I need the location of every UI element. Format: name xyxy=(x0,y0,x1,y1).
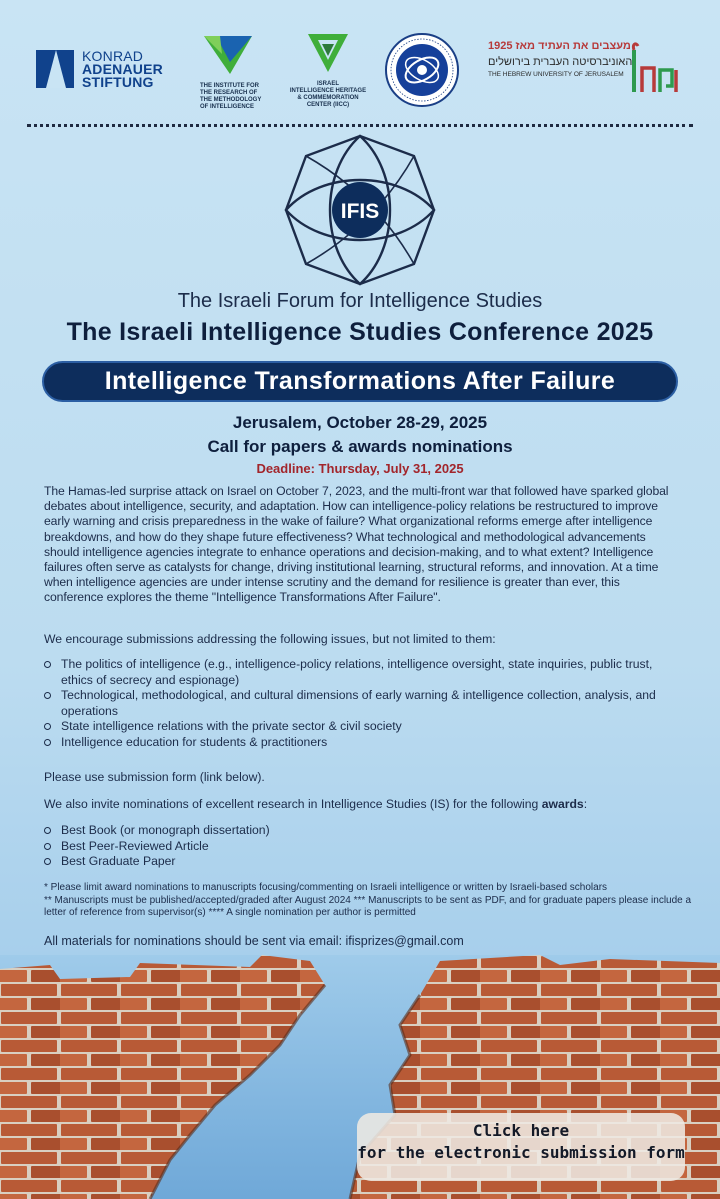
awards-word: awards xyxy=(541,797,584,811)
deadline: Deadline: Thursday, July 31, 2025 xyxy=(256,461,464,476)
institute-line-2: THE RESEARCH OF xyxy=(200,90,258,96)
kas-line-2: ADENAUER xyxy=(82,61,163,77)
institute-line-3: THE METHODOLOGY xyxy=(200,97,262,103)
list-item: The politics of intelligence (e.g., intelligence-policy relations, intelligence oversight, state inquiries, public trust, ethics of secrecy and espionage) xyxy=(44,657,684,688)
institute-line-4: OF INTELLIGENCE xyxy=(200,104,254,110)
ifis-label: IFIS xyxy=(340,200,380,223)
iicc-line-3: & COMMEMORATION xyxy=(297,95,359,101)
list-item: Best Book (or monograph dissertation) xyxy=(44,823,684,839)
bullet-icon xyxy=(44,661,51,668)
bullet-icon xyxy=(44,692,51,699)
dotted-divider xyxy=(27,124,693,127)
iicc-line-4: CENTER (IICC) xyxy=(306,102,350,108)
iicc-line-1: ISRAEL xyxy=(316,81,339,87)
bullet-icon xyxy=(44,827,51,834)
huji-line-1: מעצבים את העתיד מאז 1925 xyxy=(488,40,631,52)
ifis-emblem xyxy=(282,132,438,288)
cta-line-1: Click here xyxy=(472,1121,570,1140)
bullet-icon xyxy=(44,843,51,850)
conference-theme-banner: Intelligence Transformations After Failure xyxy=(42,361,678,402)
note-2: ** Manuscripts must be published/accepted/graded after August 2024 *** Manuscripts to be sent as PDF, and for graduate papers please include a letter of reference from supervisor(s) **** A single nomination per author is permitted xyxy=(44,894,692,918)
encourage-text: We encourage submissions addressing the following issues, but not limited to them: xyxy=(44,632,496,646)
iicc-line-2: INTELLIGENCE HERITAGE xyxy=(289,88,367,94)
call-for-papers: Call for papers & awards nominations xyxy=(207,437,513,456)
list-item: Best Peer-Reviewed Article xyxy=(44,839,684,855)
note-1: * Please limit award nominations to manuscripts focusing/commenting on Israeli intelligence or written by Israeli-based scholars xyxy=(44,882,608,893)
email-instruction: All materials for nominations should be sent via email: ifisprizes@gmail.com xyxy=(44,934,464,948)
institute-logo xyxy=(200,32,278,111)
kas-line-1: KONRAD xyxy=(82,48,144,64)
list-item: State intelligence relations with the private sector & civil society xyxy=(44,719,684,735)
award-notes xyxy=(44,882,694,920)
kas-line-3: STIFTUNG xyxy=(82,74,154,90)
iicc-logo xyxy=(288,32,368,109)
huji-line-2: האוניברסיטה העברית בירושלים xyxy=(488,56,633,68)
logo-strip xyxy=(0,0,720,118)
huji-logo-text xyxy=(488,40,633,78)
institute-triangle-icon xyxy=(200,32,256,78)
institute-line-1: THE INSTITUTE FOR xyxy=(200,83,259,89)
bullet-icon xyxy=(44,858,51,865)
cta-line-2: for the electronic submission form xyxy=(357,1143,685,1162)
issues-list xyxy=(44,657,684,750)
institute-seal-icon xyxy=(384,32,460,108)
awards-invite: We also invite nominations of excellent research in Intelligence Studies (IS) for the following awards: xyxy=(44,797,588,811)
intro-theme-quote: "Intelligence Transformations After Failure". xyxy=(211,590,441,605)
bullet-icon xyxy=(44,723,51,730)
conference-title: The Israeli Intelligence Studies Conference 2025 xyxy=(66,318,654,346)
bullet-icon xyxy=(44,739,51,746)
huji-line-3: THE HEBREW UNIVERSITY OF JERUSALEM xyxy=(488,71,624,78)
huji-mark-icon xyxy=(626,40,686,100)
place-date: Jerusalem, October 28-29, 2025 xyxy=(232,413,488,432)
kas-mark-icon xyxy=(36,50,74,88)
intro-paragraph xyxy=(44,484,680,606)
submission-form-link[interactable] xyxy=(357,1113,685,1181)
awards-list xyxy=(44,823,684,870)
list-item: Technological, methodological, and cultural dimensions of early warning & intelligence collection, analysis, and operations xyxy=(44,688,684,719)
list-item: Best Graduate Paper xyxy=(44,854,684,870)
use-form-text: Please use submission form (link below). xyxy=(44,770,265,784)
intro-text: The Hamas-led surprise attack on Israel on October 7, 2023, and the multi-front war that followed have sparked global debates about intelligence, security, and adaptation. How can intelligence-policy relations be restructured to improve early warning and crisis preparedness in the wake of failure? What organizational reforms emerge after intelligence breakdowns, and how do they shape future effectiveness? What technological and methodological advancements should intelligence agencies integrate to enhance operations and decision-making, and to what extent? Intelligence failures often serve as catalysts for change, driving institutional learning, structural reforms, and innovation. At a time when intelligence agencies are under intense scrutiny and the demand for resilience is greater than ever, this conference explores the theme xyxy=(44,484,669,605)
forum-name: The Israeli Forum for Intelligence Studies xyxy=(177,290,543,312)
list-item: Intelligence education for students & practitioners xyxy=(44,735,684,751)
iicc-emblem-icon xyxy=(304,32,352,76)
